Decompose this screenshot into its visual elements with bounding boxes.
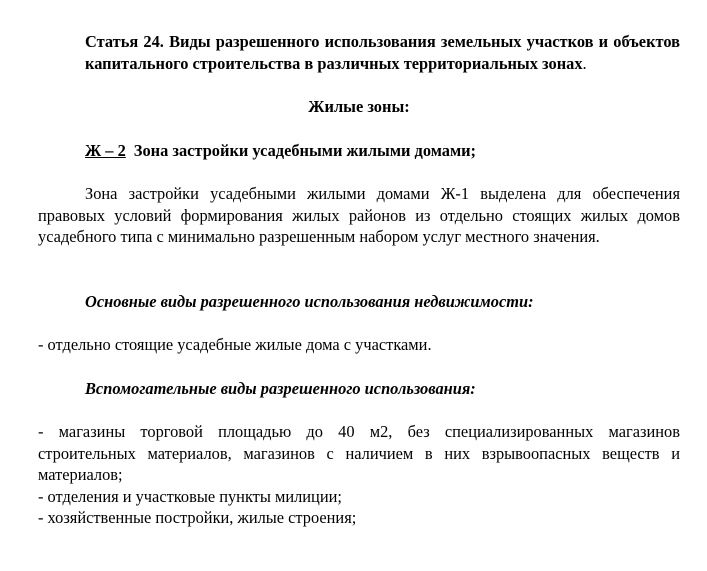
list-item: - магазины торговой площадью до 40 м2, без специализированных магазинов строительных материалов, магазинов с наличием в них взрывоопасных веществ и материалов; [38, 422, 680, 484]
list-item: - отделения и участковые пункты милиции; [38, 486, 342, 506]
zone-title-text: Зона застройки усадебными жилыми домами; [133, 140, 477, 160]
document-page [38, 31, 680, 529]
article-title-text: Статья 24. Виды разрешенного использования земельных участков и объектов капитального строительства в различных территориальных зонах [85, 32, 680, 73]
zone-group-heading: Жилые зоны: [308, 97, 410, 116]
main-uses-list [38, 334, 680, 356]
auxiliary-uses-list [38, 421, 680, 529]
zone-description: Зона застройки усадебными жилыми домами Ж-1 выделена для обеспечения правовых условий формирования жилых районов из отдельно стоящих жилых домов усадебного типа с минимально разрешенным набором услуг местного значения. [38, 184, 680, 246]
zone-title [38, 140, 680, 162]
article-title-period: . [582, 53, 587, 73]
list-item: - хозяйственные постройки, жилые строения; [38, 508, 357, 527]
zone-code: Ж – 2 [85, 140, 126, 160]
auxiliary-uses-heading: Вспомогательные виды разрешенного использования: [85, 378, 476, 398]
article-title [38, 31, 680, 74]
list-item: - отдельно стоящие усадебные жилые дома с участками. [38, 335, 432, 354]
main-uses-heading: Основные виды разрешенного использования недвижимости: [85, 291, 534, 311]
